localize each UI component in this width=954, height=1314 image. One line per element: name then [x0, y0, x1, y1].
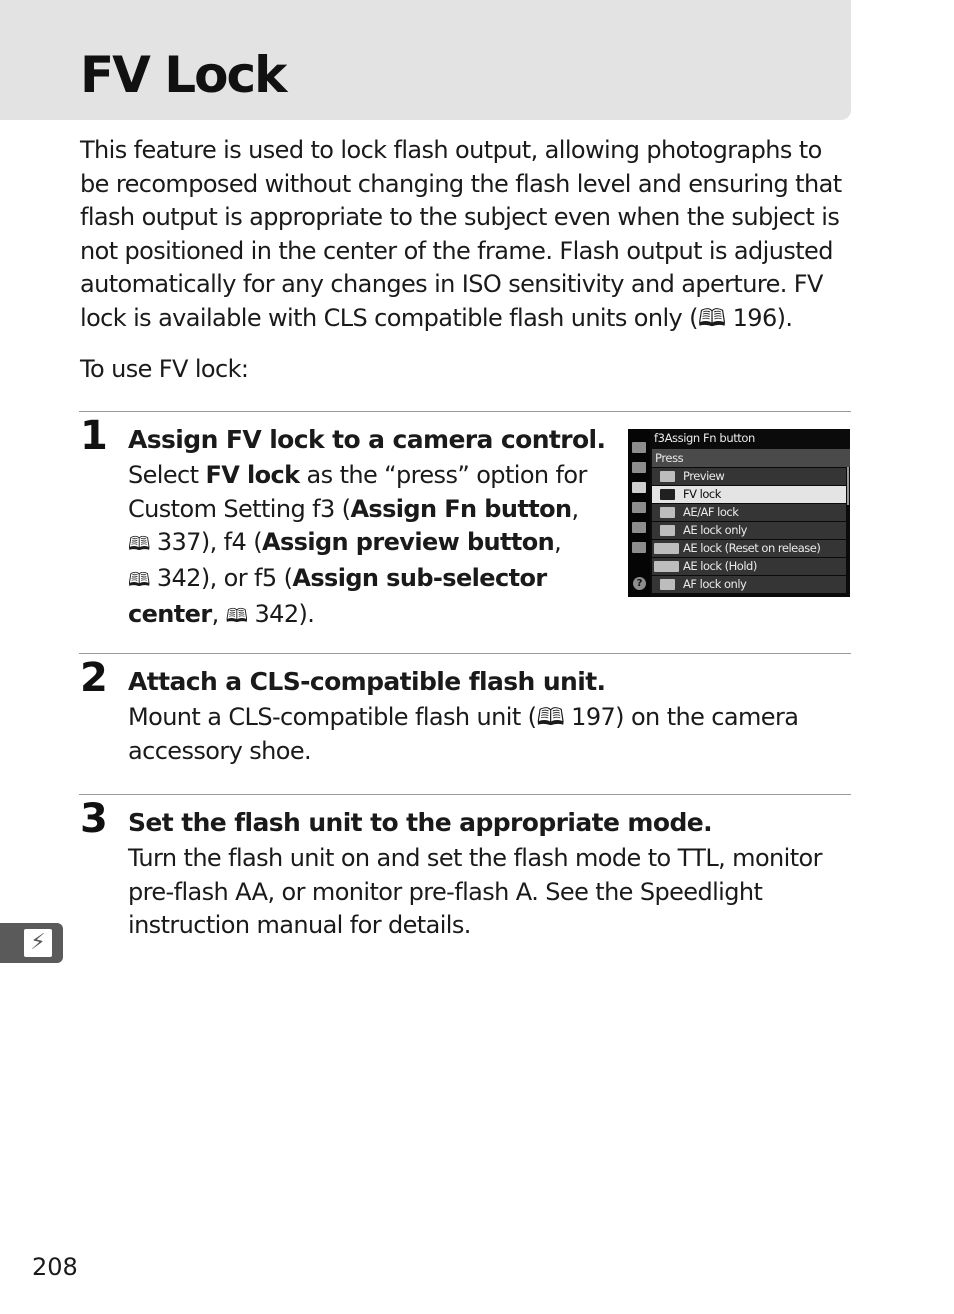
book-icon: 🕮	[128, 569, 150, 592]
shooting-menu-icon	[632, 462, 646, 473]
step-divider	[79, 794, 851, 795]
ae-lock-hold-icon	[654, 561, 679, 572]
step-number: 3	[80, 796, 108, 842]
step-body: Mount a CLS-compatible flash unit (🕮 197) on the camera accessory shoe.	[128, 703, 799, 765]
setup-menu-icon	[632, 502, 646, 513]
page-number: 208	[32, 1253, 78, 1281]
camera-menu-screenshot	[628, 429, 850, 597]
step-body: Turn the flash unit on and set the flash mode to TTL, monitor pre-flash AA, or monitor pre-flash A. See the Speedlight instruction manual for details.	[128, 844, 822, 940]
my-menu-icon	[632, 542, 646, 553]
menu-item: AF lock only	[652, 576, 846, 593]
menu-tab-strip	[628, 429, 650, 597]
lead-text: To use FV lock:	[80, 355, 249, 383]
step-heading: Set the flash unit to the appropriate mode.	[128, 808, 712, 837]
menu-item: Preview	[652, 468, 846, 485]
preview-icon	[660, 471, 675, 482]
intro-paragraph: This feature is used to lock flash output, allowing photographs to be recomposed without changing the flash level and ensuring that flash output is appropriate to the subject even when the subject is not positioned in the center of the frame. Flash output is adjusted automatically for any changes in ISO sensitivity and aperture. FV lock is available with CLS compatible flash units only (🕮 196).	[80, 136, 842, 332]
book-icon: 🕮	[225, 604, 248, 627]
ae-af-lock-icon	[660, 507, 675, 518]
step-heading: Attach a CLS-compatible flash unit.	[128, 667, 606, 696]
menu-item: AE lock only	[652, 522, 846, 539]
chapter-tab	[0, 923, 63, 963]
step-heading: Assign FV lock to a camera control.	[128, 425, 606, 454]
playback-menu-icon	[632, 442, 646, 453]
custom-settings-icon	[632, 482, 646, 493]
menu-title: f3Assign Fn button	[654, 431, 755, 445]
flash-icon: ⚡	[24, 929, 52, 957]
ae-lock-icon	[660, 525, 675, 536]
step-number: 1	[80, 413, 108, 459]
menu-item-selected: FV lock	[652, 486, 846, 503]
menu-item: AE/AF lock	[652, 504, 846, 521]
menu-subheading: Press	[652, 449, 850, 467]
book-icon: 🕮	[128, 533, 150, 556]
menu-scrollbar	[847, 467, 849, 505]
step-number: 2	[80, 655, 108, 701]
step-divider	[79, 411, 851, 412]
page-title: FV Lock	[80, 46, 286, 104]
step-body: Select FV lock as the “press” option for Custom Setting f3 (Assign Fn button, 🕮 337), f4 (Assign preview button, 🕮 342), or f5 (Assign sub-selector center, 🕮 342).	[128, 461, 587, 628]
title-band	[0, 0, 851, 120]
ae-lock-reset-icon	[654, 543, 679, 554]
retouch-menu-icon	[632, 522, 646, 533]
menu-item: AE lock (Reset on release)	[652, 540, 846, 557]
help-icon: ?	[633, 577, 646, 590]
menu-item: AE lock (Hold)	[652, 558, 846, 575]
step-divider	[79, 653, 851, 654]
af-lock-icon	[660, 579, 675, 590]
fv-lock-icon	[660, 489, 675, 500]
